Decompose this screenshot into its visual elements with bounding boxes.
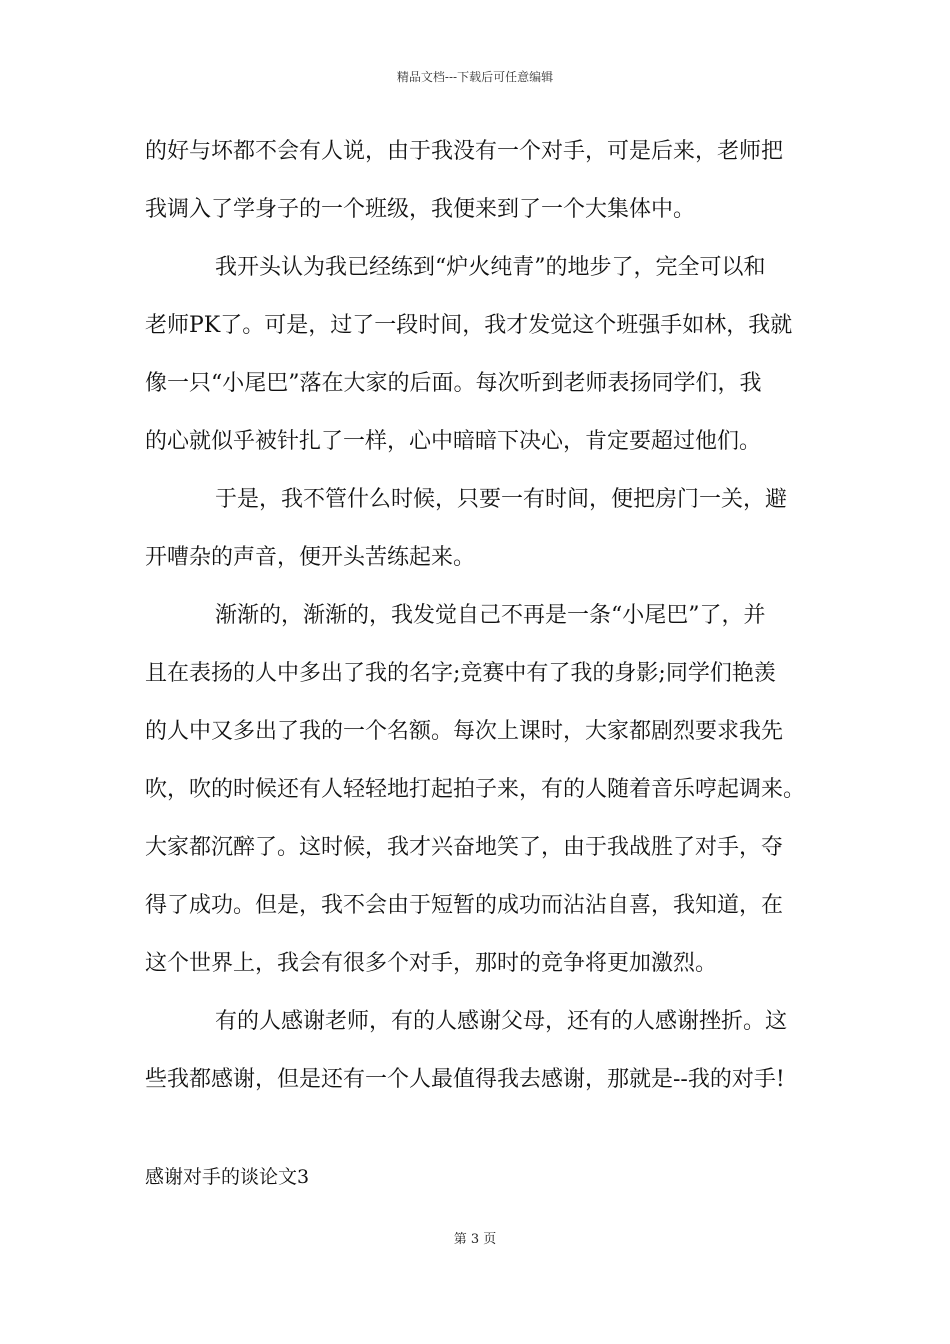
text-line: 开嘈杂的声音，便开头苦练起来。: [145, 545, 476, 570]
page-number: 第 3 页: [453, 1232, 497, 1247]
text-line: 我开头认为我已经练到“炉火纯青”的地步了，完全可以和: [215, 255, 766, 280]
text-line: 大家都沉醉了。这时候，我才兴奋地笑了，由于我战胜了对手，夺: [145, 835, 784, 860]
body-text: [145, 130, 825, 1116]
text-line: 渐渐的，渐渐的，我发觉自己不再是一条“小尾巴”了，并: [215, 603, 766, 628]
section-title: 感谢对手的谈论文3: [145, 1166, 310, 1188]
text-line: 的好与坏都不会有人说，由于我没有一个对手，可是后来，老师把: [145, 139, 784, 164]
text-line: 吹，吹的时候还有人轻轻地打起拍子来，有的人随着音乐哼起调来。: [145, 777, 806, 802]
text-line: 些我都感谢，但是还有一个人最值得我去感谢，那就是--我的对手!: [145, 1067, 785, 1092]
page-header: 精品文档---下载后可任意编辑: [396, 70, 554, 84]
text-line: 像一只“小尾巴”落在大家的后面。每次听到老师表扬同学们，我: [145, 371, 762, 396]
text-line: 且在表扬的人中多出了我的名字;竞赛中有了我的身影;同学们艳羡: [145, 661, 776, 686]
text-line: 老师PK了。可是，过了一段时间，我才发觉这个班强手如林，我就: [145, 313, 793, 338]
text-line: 有的人感谢老师，有的人感谢父母，还有的人感谢挫折。这: [215, 1009, 788, 1034]
text-line: 得了成功。但是，我不会由于短暂的成功而沾沾自喜，我知道，在: [145, 893, 784, 918]
text-line: 这个世界上，我会有很多个对手，那时的竞争将更加激烈。: [145, 951, 718, 976]
text-line: 的心就似乎被针扎了一样，心中暗暗下决心，肯定要超过他们。: [145, 429, 762, 454]
text-line: 的人中又多出了我的一个名额。每次上课时，大家都剧烈要求我先: [145, 719, 784, 744]
text-line: 我调入了学身子的一个班级，我便来到了一个大集体中。: [145, 197, 696, 222]
text-line: 于是，我不管什么时候，只要一有时间，便把房门一关，避: [215, 487, 788, 512]
